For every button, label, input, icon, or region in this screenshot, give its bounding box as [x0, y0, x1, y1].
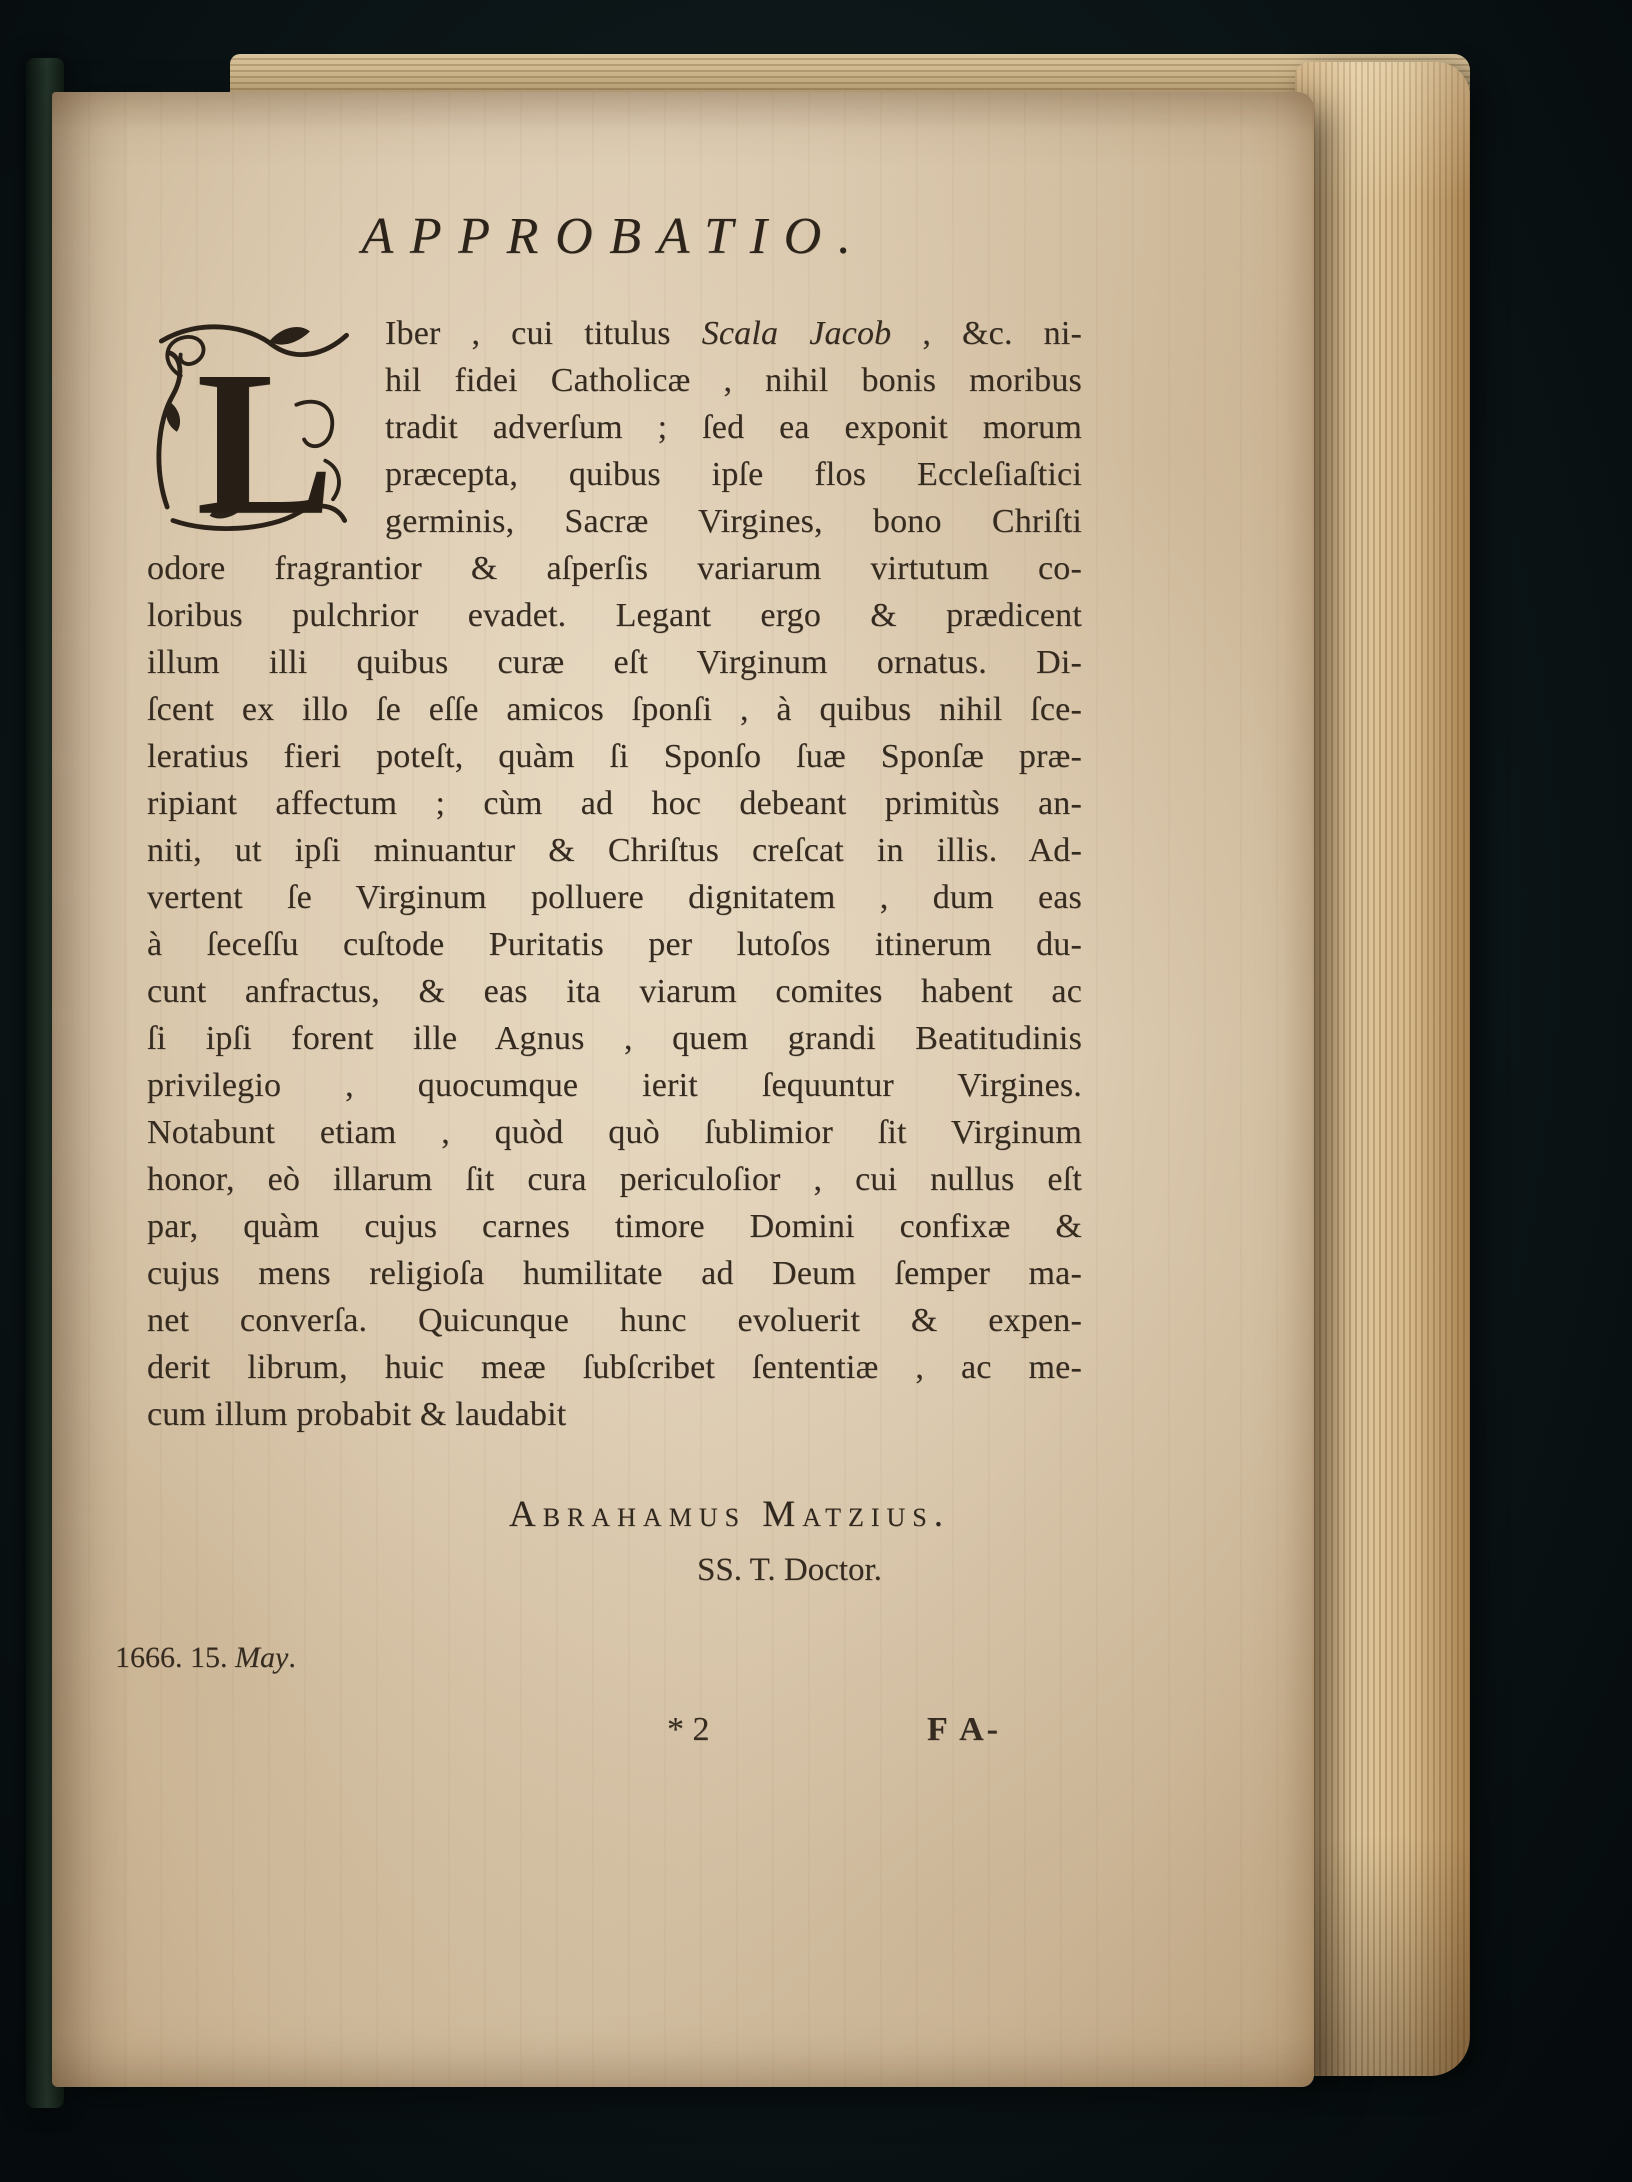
text-segment: niti, ut ipſi minuantur & Chriſtus creſcat in illis. Ad- [147, 832, 1082, 869]
text-segment: tradit adverſum ; ſed ea exponit morum [385, 409, 1082, 446]
body-text-line [147, 780, 1082, 827]
text-segment: Notabunt etiam , quòd quò ſublimior ſit Virginum [147, 1114, 1082, 1151]
catchword: F A- [927, 1711, 1002, 1748]
book-page [52, 92, 1314, 2087]
body-text-line [147, 1062, 1082, 1109]
text-segment: cum illum probabit & laudabit [147, 1396, 567, 1433]
woodcut-ornament-icon [147, 316, 359, 534]
text-segment: cunt anfractus, & eas ita viarum comites habent ac [147, 973, 1082, 1010]
drop-cap-letter: L [196, 327, 335, 534]
text-segment: leratius fieri poteſt, quàm ſi Sponſo ſuæ Sponſæ præ- [147, 738, 1082, 775]
italic-phrase: May [235, 1641, 289, 1674]
body-text-line [147, 545, 1082, 592]
body-text-line [147, 1109, 1082, 1156]
italic-phrase: Scala Jacob [701, 315, 892, 352]
body-text-line [147, 1297, 1082, 1344]
body-text-line [147, 1250, 1082, 1297]
text-segment: derit librum, huic meæ ſubſcribet ſententiæ , ac me- [147, 1349, 1082, 1386]
text-segment: vertent ſe Virginum polluere dignitatem , dum eas [147, 879, 1082, 916]
body-text-line [147, 733, 1082, 780]
page-title: APPROBATIO. [361, 208, 868, 265]
body-text-line [147, 1156, 1082, 1203]
text-segment: ſcent ex illo ſe eſſe amicos ſponſi , à quibus nihil ſce- [147, 691, 1082, 728]
text-segment: loribus pulchrior evadet. Legant ergo & prædicent [147, 597, 1082, 634]
body-text-line [147, 639, 1082, 686]
drop-cap-woodcut [147, 316, 359, 534]
body-text-line [147, 1391, 1082, 1438]
text-segment: privilegio , quocumque ierit ſequuntur Virgines. [147, 1067, 1082, 1104]
book-fore-edge-pages [1295, 62, 1470, 2076]
text-segment: 1666. 15. [115, 1641, 235, 1674]
gathering-mark: * 2 [667, 1711, 710, 1748]
text-segment: net converſa. Quicunque hunc evoluerit & expen- [147, 1302, 1082, 1339]
text-segment: . [288, 1641, 296, 1674]
text-segment: illum illi quibus curæ eſt Virginum ornatus. Di- [147, 644, 1082, 681]
text-segment: germinis, Sacræ Virgines, bono Chriſti [385, 503, 1082, 540]
text-segment: à ſeceſſu cuſtode Puritatis per lutoſos itinerum du- [147, 926, 1082, 963]
approbation-date [115, 1641, 1082, 1675]
text-segment: Iber , cui titulus [385, 315, 702, 352]
body-text-line [147, 1203, 1082, 1250]
approver-signature: Abrahamus Matzius. [508, 1494, 951, 1535]
text-segment: ſi ipſi forent ille Agnus , quem grandi Beatitudinis [147, 1020, 1082, 1057]
text-segment: ripiant affectum ; cùm ad hoc debeant primitùs an- [147, 785, 1082, 822]
page-content [115, 207, 1083, 1759]
approver-title: SS. T. Doctor. [697, 1552, 882, 1588]
text-segment: cujus mens religioſa humilitate ad Deum ſemper ma- [147, 1255, 1082, 1292]
body-text-line [147, 592, 1082, 639]
text-segment: par, quàm cujus carnes timore Domini confixæ & [147, 1208, 1082, 1245]
body-text-line [147, 968, 1082, 1015]
body-text-line [147, 921, 1082, 968]
body-text-line [147, 827, 1082, 874]
text-segment: præcepta, quibus ipſe flos Eccleſiaſtici [385, 456, 1082, 493]
body-text [147, 310, 1082, 1438]
text-segment: hil fidei Catholicæ , nihil bonis moribus [385, 362, 1082, 399]
text-segment: odore fragrantior & aſperſis variarum virtutum co- [147, 550, 1082, 587]
body-text-line [147, 686, 1082, 733]
body-text-line [147, 1344, 1082, 1391]
text-segment: , &c. ni- [891, 315, 1083, 352]
body-text-line [147, 874, 1082, 921]
text-segment: honor, eò illarum ſit cura periculoſior , cui nullus eſt [147, 1161, 1082, 1198]
body-text-line [147, 1015, 1082, 1062]
page-footer [147, 1711, 1082, 1759]
